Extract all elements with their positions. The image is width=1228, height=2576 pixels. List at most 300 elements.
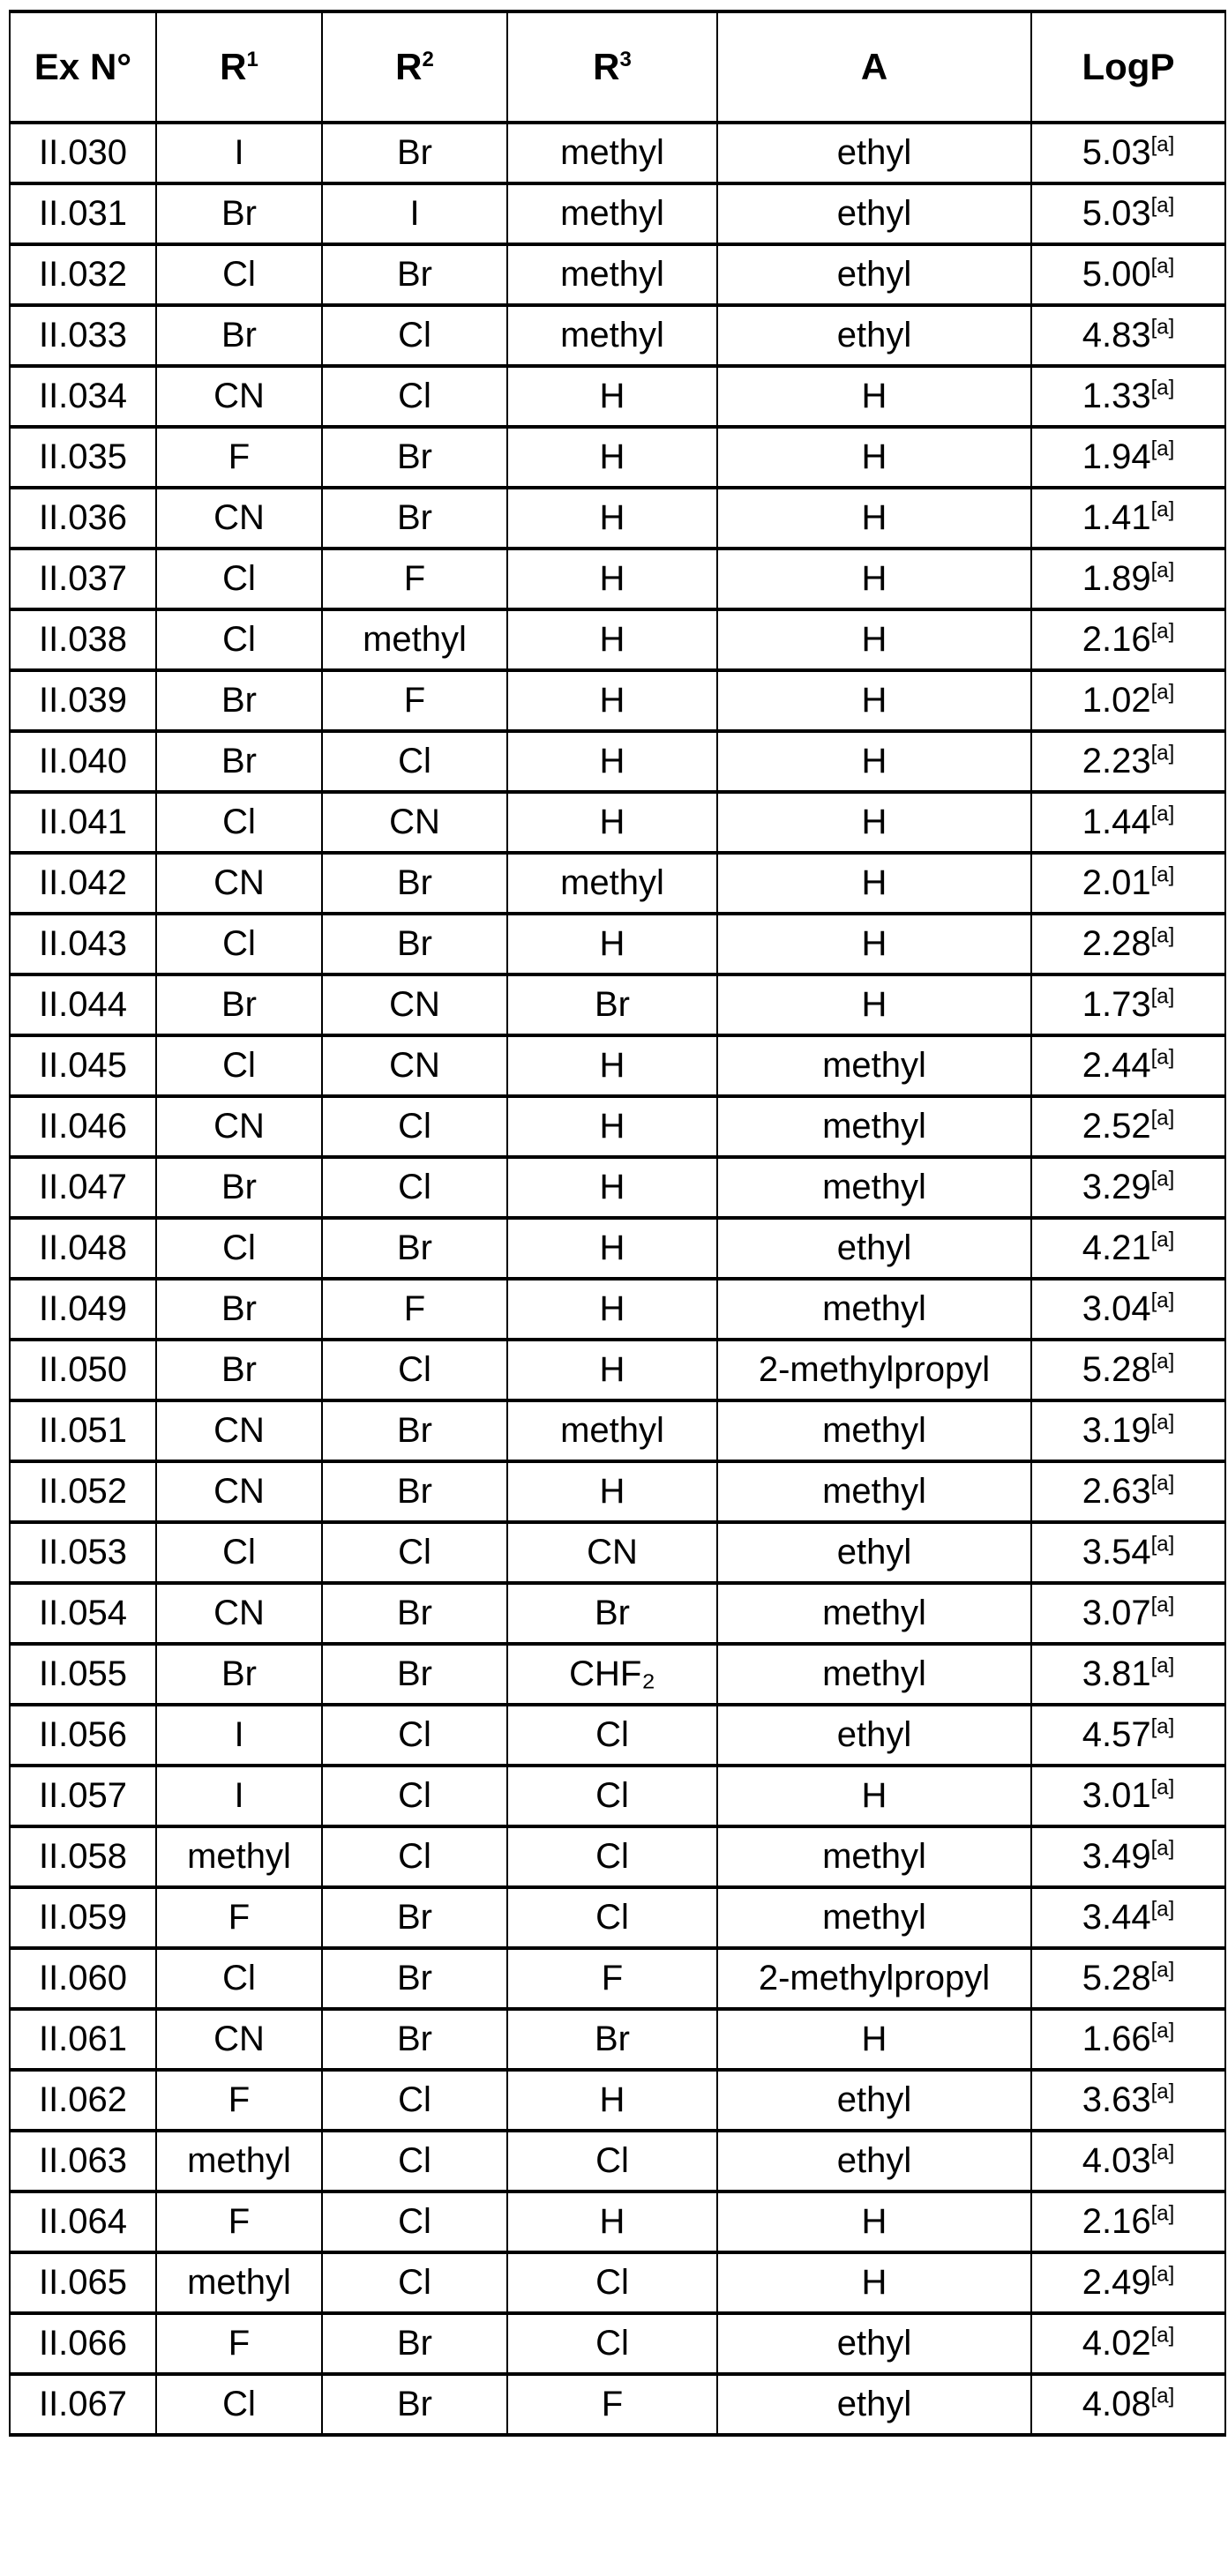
cell-value: 1.94: [1082, 437, 1151, 476]
cell-logp: [1031, 974, 1225, 1035]
cell-a: [717, 2252, 1031, 2313]
cell-r3: [507, 2131, 717, 2191]
cell-value: Cl: [398, 2080, 431, 2119]
cell-value: II.041: [39, 803, 127, 841]
cell-value: Br: [221, 681, 257, 720]
cell-value: H: [600, 498, 625, 537]
cell-value: Br: [397, 1959, 432, 1997]
cell-a: [717, 1644, 1031, 1705]
cell-example-number: [10, 1340, 156, 1400]
cell-value: H: [862, 2202, 887, 2241]
cell-value: H: [862, 985, 887, 1024]
cell-value: H: [600, 742, 625, 780]
table-row: [10, 1461, 1225, 1522]
table-row: [10, 183, 1225, 244]
cell-a: [717, 244, 1031, 305]
cell-value: II.051: [39, 1411, 127, 1450]
cell-r2: [322, 2191, 507, 2252]
cell-r2: [322, 1096, 507, 1157]
cell-r1: [156, 853, 322, 914]
cell-value: H: [600, 559, 625, 598]
cell-r3: [507, 914, 717, 974]
cell-r1: [156, 1583, 322, 1644]
cell-value: methyl: [822, 1837, 926, 1876]
cell-r3: [507, 366, 717, 427]
cell-value: 4.02: [1082, 2324, 1151, 2363]
cell-value: Cl: [222, 1533, 256, 1572]
cell-a: [717, 853, 1031, 914]
cell-value: F: [228, 2202, 250, 2241]
footnote-marker: [a]: [1151, 377, 1175, 400]
cell-value: methyl: [822, 1594, 926, 1632]
cell-r2: [322, 914, 507, 974]
cell-value: CN: [213, 498, 265, 537]
cell-r3: [507, 609, 717, 670]
cell-value: 3.29: [1082, 1168, 1151, 1206]
table-row: [10, 853, 1225, 914]
table-row: [10, 2131, 1225, 2191]
cell-value: CN: [389, 1046, 440, 1085]
cell-r1: [156, 1035, 322, 1096]
cell-value: ethyl: [837, 316, 912, 355]
cell-logp: [1031, 1522, 1225, 1583]
cell-example-number: [10, 2070, 156, 2131]
cell-value: Br: [221, 194, 257, 233]
cell-r1: [156, 2009, 322, 2070]
cell-value: Cl: [595, 2263, 629, 2302]
table-row: [10, 2374, 1225, 2435]
cell-example-number: [10, 183, 156, 244]
cell-value: Cl: [398, 2202, 431, 2241]
cell-r2: [322, 123, 507, 183]
cell-value: 5.00: [1082, 255, 1151, 294]
cell-logp: [1031, 1035, 1225, 1096]
cell-r3: [507, 244, 717, 305]
cell-r3: [507, 1826, 717, 1887]
cell-r3: [507, 1279, 717, 1340]
cell-r2: [322, 427, 507, 488]
cell-value: 3.44: [1082, 1898, 1151, 1937]
cell-r1: [156, 1096, 322, 1157]
cell-example-number: [10, 1157, 156, 1218]
cell-value: I: [409, 194, 419, 233]
footnote-marker: [a]: [1151, 255, 1175, 279]
cell-example-number: [10, 366, 156, 427]
cell-logp: [1031, 1948, 1225, 2009]
cell-value: Br: [397, 863, 432, 902]
cell-logp: [1031, 1766, 1225, 1826]
cell-logp: [1031, 1279, 1225, 1340]
cell-value: II.048: [39, 1228, 127, 1267]
cell-logp: [1031, 1461, 1225, 1522]
cell-value: H: [862, 2263, 887, 2302]
cell-value: II.039: [39, 681, 127, 720]
cell-value: II.058: [39, 1837, 127, 1876]
cell-value: H: [600, 1350, 625, 1389]
cell-r1: [156, 1705, 322, 1766]
cell-value: H: [600, 437, 625, 476]
footnote-marker: [a]: [1151, 1107, 1175, 1131]
cell-example-number: [10, 1461, 156, 1522]
table-row: [10, 1096, 1225, 1157]
cell-value: Cl: [398, 2141, 431, 2180]
cell-value: 2.44: [1082, 1046, 1151, 1085]
table-row: [10, 1218, 1225, 1279]
cell-value: II.060: [39, 1959, 127, 1997]
cell-value: Br: [397, 255, 432, 294]
cell-r2: [322, 1522, 507, 1583]
cell-a: [717, 2009, 1031, 2070]
cell-a: [717, 731, 1031, 792]
cell-r2: [322, 2313, 507, 2374]
cell-value: Br: [397, 1228, 432, 1267]
cell-value: 3.49: [1082, 1837, 1151, 1876]
cell-r3: [507, 1887, 717, 1948]
cell-r2: [322, 2070, 507, 2131]
cell-r3: [507, 2009, 717, 2070]
cell-value: H: [862, 498, 887, 537]
cell-example-number: [10, 1644, 156, 1705]
cell-value: Br: [397, 498, 432, 537]
cell-value: H: [862, 1776, 887, 1815]
cell-r1: [156, 183, 322, 244]
cell-value: II.042: [39, 863, 127, 902]
cell-logp: [1031, 549, 1225, 609]
cell-value: Cl: [222, 559, 256, 598]
cell-value: Cl: [595, 2141, 629, 2180]
cell-logp: [1031, 792, 1225, 853]
cell-r1: [156, 1279, 322, 1340]
cell-a: [717, 2070, 1031, 2131]
cell-r1: [156, 792, 322, 853]
cell-r3: [507, 670, 717, 731]
table-row: [10, 1948, 1225, 2009]
cell-r1: [156, 123, 322, 183]
cell-value: Cl: [222, 803, 256, 841]
header-r2: [322, 11, 507, 123]
cell-a: [717, 1766, 1031, 1826]
header-superscript: 3: [619, 48, 631, 71]
cell-r1: [156, 366, 322, 427]
cell-value: Cl: [222, 1228, 256, 1267]
cell-r1: [156, 2313, 322, 2374]
cell-a: [717, 305, 1031, 366]
cell-value: Br: [397, 1654, 432, 1693]
cell-a: [717, 366, 1031, 427]
cell-r2: [322, 1583, 507, 1644]
table-row: [10, 2009, 1225, 2070]
cell-value: II.059: [39, 1898, 127, 1937]
table-row: [10, 1766, 1225, 1826]
cell-example-number: [10, 2009, 156, 2070]
cell-value: CHF₂: [569, 1654, 655, 1693]
cell-example-number: [10, 914, 156, 974]
cell-value: 2.28: [1082, 924, 1151, 963]
footnote-marker: [a]: [1151, 1533, 1175, 1557]
cell-r2: [322, 1705, 507, 1766]
cell-a: [717, 488, 1031, 549]
cell-value: Cl: [398, 377, 431, 415]
cell-a: [717, 1340, 1031, 1400]
cell-logp: [1031, 1583, 1225, 1644]
cell-a: [717, 2374, 1031, 2435]
cell-a: [717, 1400, 1031, 1461]
cell-example-number: [10, 731, 156, 792]
cell-value: ethyl: [837, 255, 912, 294]
cell-r1: [156, 2191, 322, 2252]
cell-value: Br: [397, 133, 432, 172]
cell-r3: [507, 731, 717, 792]
cell-value: F: [228, 437, 250, 476]
header-label: R: [220, 46, 246, 87]
cell-value: H: [600, 2202, 625, 2241]
cell-r1: [156, 305, 322, 366]
cell-value: Br: [397, 1898, 432, 1937]
cell-value: Cl: [222, 1046, 256, 1085]
header-label: Ex N°: [34, 46, 131, 87]
cell-a: [717, 183, 1031, 244]
cell-a: [717, 1218, 1031, 1279]
cell-value: methyl: [560, 1411, 664, 1450]
cell-a: [717, 974, 1031, 1035]
cell-value: CN: [213, 1107, 265, 1146]
table-row: [10, 1583, 1225, 1644]
cell-r3: [507, 1522, 717, 1583]
cell-a: [717, 1705, 1031, 1766]
cell-value: II.034: [39, 377, 127, 415]
cell-value: methyl: [822, 1107, 926, 1146]
cell-value: Cl: [398, 316, 431, 355]
cell-value: methyl: [822, 1168, 926, 1206]
cell-r1: [156, 1644, 322, 1705]
cell-logp: [1031, 2191, 1225, 2252]
cell-a: [717, 1522, 1031, 1583]
footnote-marker: [a]: [1151, 742, 1175, 765]
cell-r3: [507, 1583, 717, 1644]
cell-value: Br: [221, 1350, 257, 1389]
cell-r2: [322, 974, 507, 1035]
cell-value: methyl: [822, 1654, 926, 1693]
cell-value: ethyl: [837, 133, 912, 172]
cell-value: Cl: [595, 1837, 629, 1876]
cell-r1: [156, 609, 322, 670]
cell-value: II.031: [39, 194, 127, 233]
footnote-marker: [a]: [1151, 2385, 1175, 2408]
cell-logp: [1031, 183, 1225, 244]
cell-r2: [322, 670, 507, 731]
table-row: [10, 2252, 1225, 2313]
cell-value: Br: [221, 1289, 257, 1328]
cell-value: II.062: [39, 2080, 127, 2119]
cell-logp: [1031, 914, 1225, 974]
footnote-marker: [a]: [1151, 1837, 1175, 1861]
cell-r2: [322, 1461, 507, 1522]
cell-value: Br: [595, 985, 630, 1024]
table-row: [10, 427, 1225, 488]
cell-value: 5.03: [1082, 194, 1151, 233]
cell-value: H: [862, 681, 887, 720]
cell-value: CN: [389, 985, 440, 1024]
cell-a: [717, 792, 1031, 853]
cell-value: Cl: [398, 1715, 431, 1754]
cell-value: II.033: [39, 316, 127, 355]
table-row: [10, 609, 1225, 670]
cell-logp: [1031, 609, 1225, 670]
cell-value: CN: [213, 1472, 265, 1511]
cell-value: II.032: [39, 255, 127, 294]
cell-r1: [156, 731, 322, 792]
cell-value: 2.49: [1082, 2263, 1151, 2302]
header-label: R: [395, 46, 422, 87]
cell-value: II.030: [39, 133, 127, 172]
cell-r3: [507, 1705, 717, 1766]
cell-r2: [322, 2009, 507, 2070]
footnote-marker: [a]: [1151, 1411, 1175, 1435]
cell-value: 2.16: [1082, 620, 1151, 659]
header-r3: [507, 11, 717, 123]
cell-value: methyl: [560, 255, 664, 294]
cell-value: methyl: [560, 133, 664, 172]
cell-a: [717, 1583, 1031, 1644]
cell-r1: [156, 2374, 322, 2435]
cell-value: H: [600, 681, 625, 720]
cell-example-number: [10, 123, 156, 183]
cell-value: methyl: [822, 1289, 926, 1328]
cell-value: F: [404, 1289, 425, 1328]
table-row: [10, 731, 1225, 792]
cell-r3: [507, 1400, 717, 1461]
table-row: [10, 670, 1225, 731]
table-row: [10, 1340, 1225, 1400]
cell-r3: [507, 488, 717, 549]
cell-r3: [507, 1157, 717, 1218]
cell-r3: [507, 853, 717, 914]
cell-logp: [1031, 1157, 1225, 1218]
cell-value: II.037: [39, 559, 127, 598]
cell-value: F: [404, 681, 425, 720]
cell-value: methyl: [363, 620, 467, 659]
table-row: [10, 1705, 1225, 1766]
cell-r2: [322, 731, 507, 792]
cell-logp: [1031, 2009, 1225, 2070]
cell-value: H: [600, 1472, 625, 1511]
footnote-marker: [a]: [1151, 2202, 1175, 2226]
footnote-marker: [a]: [1151, 1776, 1175, 1800]
cell-r2: [322, 609, 507, 670]
cell-example-number: [10, 1400, 156, 1461]
cell-value: II.063: [39, 2141, 127, 2180]
cell-value: CN: [213, 2020, 265, 2058]
cell-example-number: [10, 1218, 156, 1279]
cell-value: Cl: [222, 620, 256, 659]
cell-example-number: [10, 244, 156, 305]
cell-value: 4.21: [1082, 1228, 1151, 1267]
cell-value: F: [228, 1898, 250, 1937]
cell-value: Br: [221, 1168, 257, 1206]
cell-value: CN: [389, 803, 440, 841]
cell-value: ethyl: [837, 2324, 912, 2363]
cell-value: 2.52: [1082, 1107, 1151, 1146]
cell-logp: [1031, 2131, 1225, 2191]
cell-example-number: [10, 2313, 156, 2374]
cell-a: [717, 670, 1031, 731]
cell-r2: [322, 1279, 507, 1340]
header-label: A: [861, 46, 887, 87]
header-label: R: [593, 46, 619, 87]
cell-r3: [507, 2252, 717, 2313]
cell-value: 3.54: [1082, 1533, 1151, 1572]
cell-example-number: [10, 1766, 156, 1826]
cell-value: H: [862, 863, 887, 902]
cell-value: 1.41: [1082, 498, 1151, 537]
cell-r2: [322, 1826, 507, 1887]
compound-table: [9, 10, 1226, 2437]
cell-value: II.053: [39, 1533, 127, 1572]
cell-value: Br: [397, 2385, 432, 2423]
cell-logp: [1031, 853, 1225, 914]
cell-r2: [322, 1157, 507, 1218]
cell-value: Cl: [222, 2385, 256, 2423]
cell-r2: [322, 1766, 507, 1826]
cell-logp: [1031, 1887, 1225, 1948]
footnote-marker: [a]: [1151, 1715, 1175, 1739]
footnote-marker: [a]: [1151, 2324, 1175, 2348]
header-label: LogP: [1082, 46, 1175, 87]
cell-r1: [156, 1218, 322, 1279]
cell-r2: [322, 2131, 507, 2191]
cell-value: II.061: [39, 2020, 127, 2058]
cell-r1: [156, 1522, 322, 1583]
cell-r1: [156, 1766, 322, 1826]
cell-value: 1.44: [1082, 803, 1151, 841]
cell-value: 1.02: [1082, 681, 1151, 720]
cell-value: 5.03: [1082, 133, 1151, 172]
cell-logp: [1031, 2252, 1225, 2313]
footnote-marker: [a]: [1151, 316, 1175, 340]
cell-value: H: [600, 924, 625, 963]
cell-value: ethyl: [837, 194, 912, 233]
cell-r3: [507, 183, 717, 244]
cell-value: H: [862, 2020, 887, 2058]
cell-value: ethyl: [837, 1715, 912, 1754]
cell-value: F: [602, 1959, 623, 1997]
cell-logp: [1031, 305, 1225, 366]
cell-r1: [156, 974, 322, 1035]
footnote-marker: [a]: [1151, 985, 1175, 1009]
cell-value: H: [600, 2080, 625, 2119]
cell-r2: [322, 1887, 507, 1948]
cell-example-number: [10, 2131, 156, 2191]
cell-value: CN: [213, 377, 265, 415]
cell-r3: [507, 1096, 717, 1157]
cell-value: H: [862, 620, 887, 659]
cell-example-number: [10, 609, 156, 670]
cell-value: F: [602, 2385, 623, 2423]
table-row: [10, 1644, 1225, 1705]
cell-value: Cl: [398, 1776, 431, 1815]
cell-value: Cl: [595, 1776, 629, 1815]
cell-r1: [156, 670, 322, 731]
cell-logp: [1031, 1096, 1225, 1157]
cell-r1: [156, 1400, 322, 1461]
cell-value: I: [234, 1776, 243, 1815]
cell-value: ethyl: [837, 1533, 912, 1572]
cell-r3: [507, 549, 717, 609]
footnote-marker: [a]: [1151, 1898, 1175, 1922]
table-row: [10, 974, 1225, 1035]
cell-value: Br: [397, 437, 432, 476]
cell-r3: [507, 974, 717, 1035]
